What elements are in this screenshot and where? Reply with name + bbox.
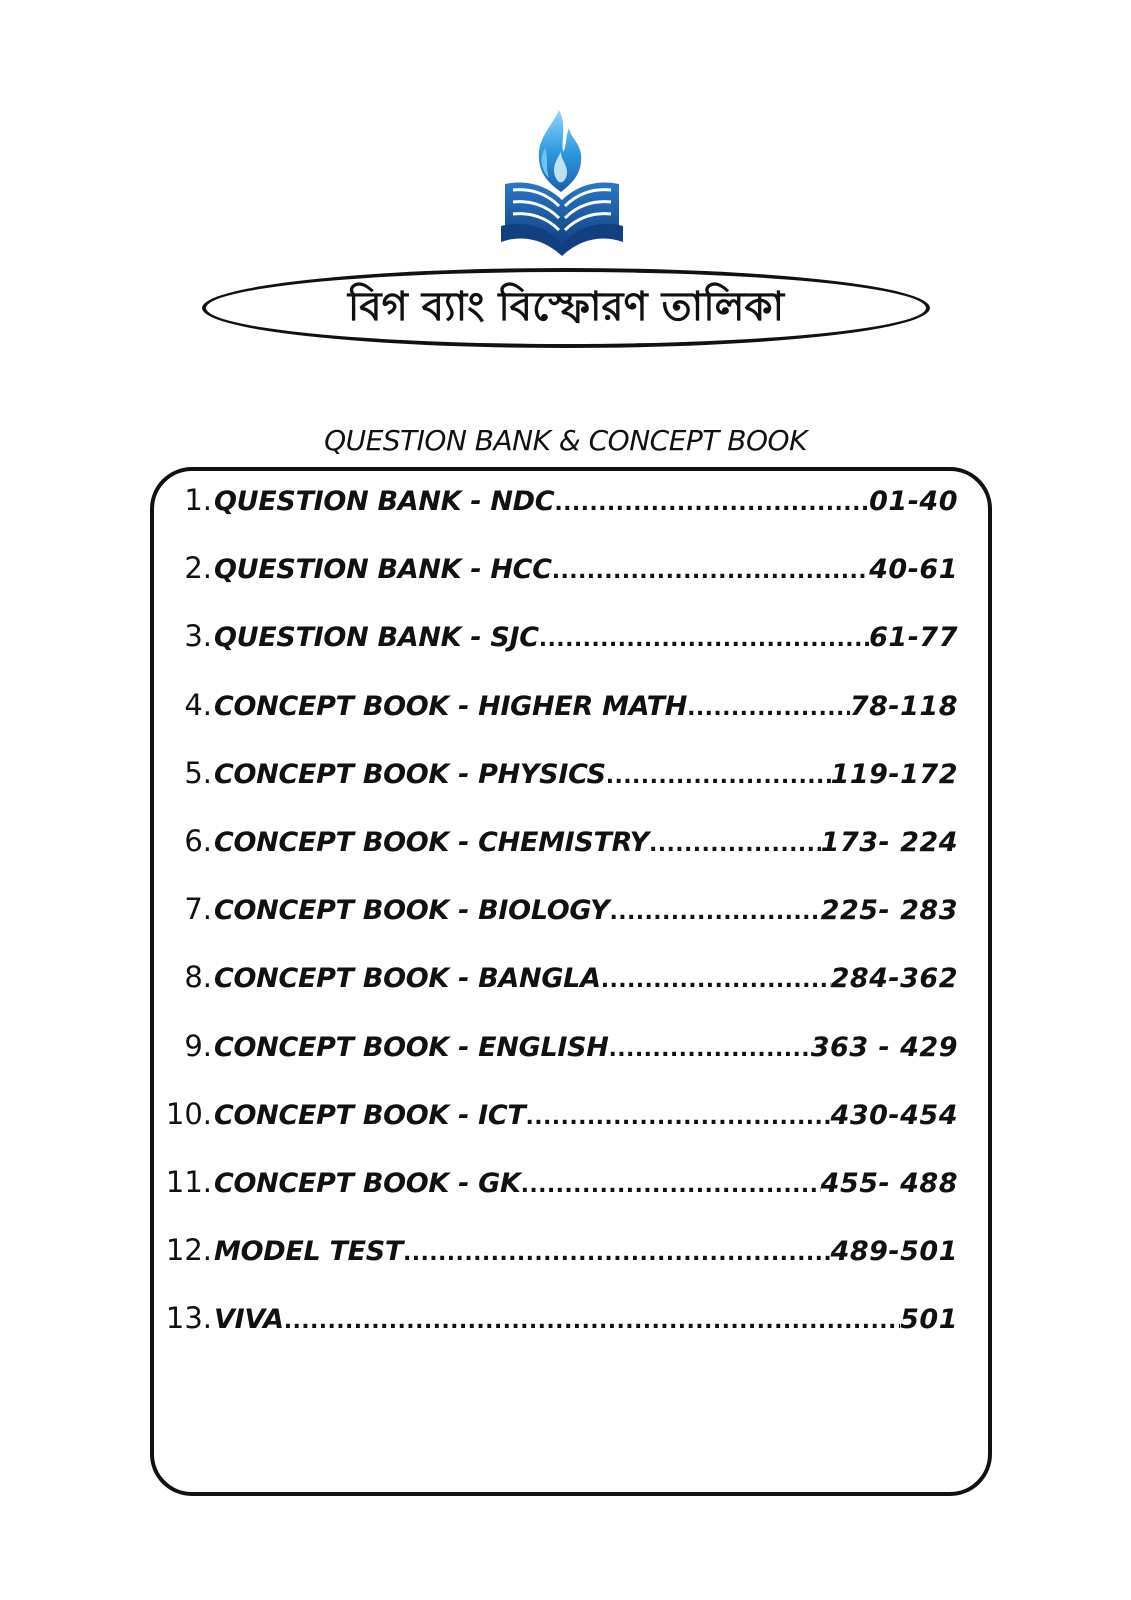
toc-pages: 119-172 <box>830 758 958 790</box>
toc-pages: 284-362 <box>830 963 958 995</box>
toc-pages: 225- 283 <box>820 895 958 927</box>
toc-title: CONCEPT BOOK - BIOLOGY <box>214 895 610 927</box>
toc-pages: 173- 224 <box>820 826 958 858</box>
toc-leader-dots <box>526 1096 831 1140</box>
toc-title: CONCEPT BOOK - PHYSICS <box>214 758 606 790</box>
toc-title: CONCEPT BOOK - ENGLISH <box>214 1031 609 1063</box>
toc-title: VIVA <box>214 1304 284 1336</box>
toc-number: 2. <box>184 551 212 586</box>
toc-list <box>158 478 958 1364</box>
toc-row <box>158 955 958 1023</box>
book-flame-logo-icon <box>501 108 623 258</box>
toc-leader-dots <box>609 891 820 935</box>
toc-number: 5. <box>184 755 212 790</box>
toc-number: 10. <box>165 1096 212 1131</box>
toc-title: MODEL TEST <box>214 1236 404 1268</box>
toc-leader-dots <box>284 1300 900 1344</box>
toc-row <box>158 614 958 682</box>
toc-number: 13. <box>165 1301 212 1336</box>
toc-row <box>158 751 958 819</box>
toc-number: 11. <box>165 1164 212 1199</box>
toc-leader-dots <box>687 687 850 731</box>
toc-pages: 489-501 <box>830 1236 958 1268</box>
toc-pages: 455- 488 <box>820 1167 958 1199</box>
toc-row <box>158 887 958 955</box>
toc-title: CONCEPT BOOK - BANGLA <box>214 963 601 995</box>
toc-row <box>158 1024 958 1092</box>
toc-row <box>158 478 958 546</box>
toc-row <box>158 1228 958 1296</box>
toc-number: 12. <box>165 1233 212 1268</box>
section-heading: QUESTION BANK & CONCEPT BOOK <box>324 424 807 457</box>
toc-title: CONCEPT BOOK - CHEMISTRY <box>214 826 649 858</box>
toc-number: 6. <box>184 823 212 858</box>
toc-row <box>158 546 958 614</box>
toc-title: QUESTION BANK - NDC <box>214 486 555 517</box>
toc-number: 7. <box>184 892 212 927</box>
toc-number: 3. <box>184 619 212 654</box>
toc-pages: 40-61 <box>869 554 958 586</box>
toc-pages: 363 - 429 <box>810 1031 958 1063</box>
toc-pages: 430-454 <box>830 1099 958 1131</box>
toc-leader-dots <box>649 823 821 867</box>
toc-title: QUESTION BANK - HCC <box>214 554 552 586</box>
toc-pages: 61-77 <box>869 622 958 654</box>
toc-leader-dots <box>606 755 831 799</box>
toc-leader-dots <box>521 1164 821 1208</box>
page-title: বিগ ব্যাং বিস্ফোরণ তালিকা <box>347 283 785 330</box>
toc-row <box>158 1296 958 1364</box>
toc-title: CONCEPT BOOK - GK <box>214 1167 521 1199</box>
toc-row <box>158 683 958 751</box>
toc-leader-dots <box>539 618 869 662</box>
toc-number: 4. <box>184 687 212 722</box>
toc-pages: 78-118 <box>849 690 958 722</box>
toc-row <box>158 1092 958 1160</box>
toc-pages: 01-40 <box>869 486 958 517</box>
toc-title: CONCEPT BOOK - HIGHER MATH <box>214 690 688 722</box>
toc-number: 8. <box>184 960 212 995</box>
toc-leader-dots <box>554 482 869 526</box>
toc-leader-dots <box>552 550 869 594</box>
toc-title: QUESTION BANK - SJC <box>214 622 539 654</box>
toc-title: CONCEPT BOOK - ICT <box>214 1099 526 1131</box>
toc-number: 1. <box>184 483 212 517</box>
toc-row <box>158 819 958 887</box>
toc-leader-dots <box>609 1028 811 1072</box>
toc-pages: 501 <box>900 1304 958 1336</box>
toc-leader-dots <box>601 959 831 1003</box>
toc-row <box>158 1160 958 1228</box>
toc-leader-dots <box>403 1232 831 1276</box>
toc-number: 9. <box>184 1028 212 1063</box>
